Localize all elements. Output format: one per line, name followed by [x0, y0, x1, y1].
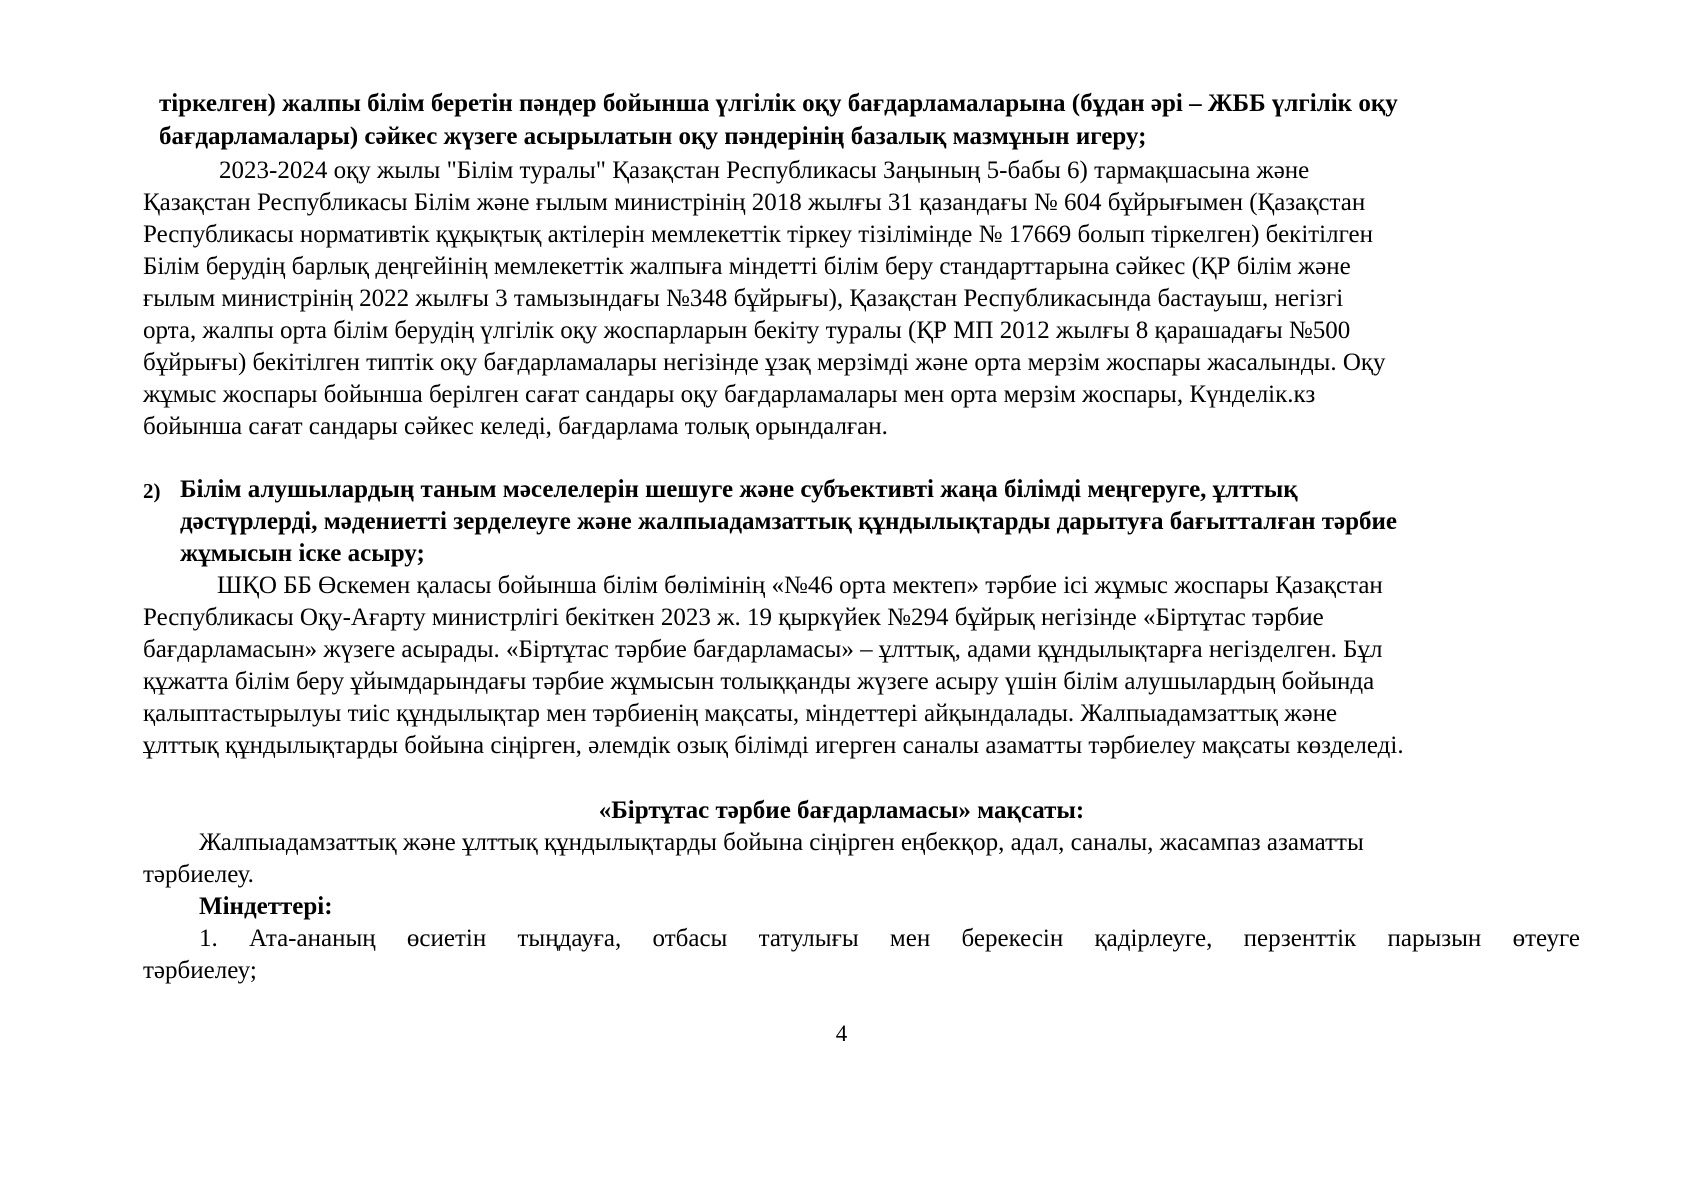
task-1-line-1: 1. Ата-ананың өсиетін тыңдауға, отбасы татулығы мен берекесін қадірлеуге, перзенттік парызын өтеуге — [199, 925, 1580, 952]
para2-line: бағдарламасын» жүзеге асырады. «Біртұтас тәрбие бағдарламасы» – ұлттық, адами құндылықтарға негізделген. Бұл — [143, 636, 1383, 663]
item2-line-3: жұмысын іске асыру; — [180, 540, 425, 567]
para1-line: жұмыс жоспары бойынша берілген сағат сандары оқу бағдарламалары мен орта мерзім жоспары, Күнделік.кз — [143, 381, 1316, 408]
item2-line-1: Білім алушылардың таным мәселелерін шешуге және субъективті жаңа білімді меңгеруге, ұлттық — [180, 476, 1298, 503]
para2-line: ұлттық құндылықтарды бойына сіңірген, әлемдік озық білімді игерген саналы азаматты тәрбиелеу мақсаты көзделеді. — [143, 732, 1404, 759]
para1-line: Қазақстан Республикасы Білім және ғылым министрінің 2018 жылғы 31 қазандағы № 604 бұйрығымен (Қазақстан — [143, 189, 1366, 216]
para1-line: бұйрығы) бекітілген типтік оқу бағдарламалары негізінде ұзақ мерзімді және орта мерзім жоспары жасалынды. Оқу — [143, 349, 1386, 376]
goal-line-2: тәрбиелеу. — [143, 861, 254, 888]
para1-line: Білім берудің барлық деңгейінің мемлекеттік жалпыға міндетті білім беру стандарттарына сәйкес (ҚР білім және — [143, 253, 1351, 280]
para2-line: ШҚО ББ Өскемен қаласы бойынша білім бөлімінің «№46 орта мектеп» тәрбие ісі жұмыс жоспары Қазақстан — [217, 572, 1383, 599]
task-1-line-2: тәрбиелеу; — [143, 957, 257, 984]
intro-line-2: бағдарламалары) сәйкес жүзеге асырылатын оқу пәндерінің базалық мазмұнын игеру; — [159, 123, 1147, 150]
para1-line: ғылым министрінің 2022 жылғы 3 тамызындағы №348 бұйрығы), Қазақстан Республикасында бастауыш, негізгі — [143, 285, 1344, 312]
para1-line: бойынша сағат сандары сәйкес келеді, бағдарлама толық орындалған. — [143, 413, 888, 440]
para1-line: орта, жалпы орта білім берудің үлгілік оқу жоспарларын бекіту туралы (ҚР МП 2012 жылғы 8 қарашадағы №500 — [143, 317, 1351, 344]
para2-line: қалыптастырылуы тиіс құндылықтар мен тәрбиенің мақсаты, міндеттері айқындалады. Жалпыадамзаттық және — [143, 700, 1338, 727]
para1-line: Республикасы нормативтік құқықтық актілерін мемлекеттік тіркеу тізілімінде № 17669 болып тіркелген) бекітілген — [143, 221, 1374, 248]
goal-line-1: Жалпыадамзаттық және ұлттық құндылықтарды бойына сіңірген еңбекқор, адал, саналы, жасампаз азаматты — [199, 829, 1364, 856]
intro-line-1: тіркелген) жалпы білім беретін пәндер бойынша үлгілік оқу бағдарламаларына (бұдан әрі – ЖББ үлгілік оқу — [159, 90, 1398, 117]
para1-line: 2023-2024 оқу жылы "Білім туралы" Қазақстан Республикасы Заңының 5-бабы 6) тармақшасына және — [219, 157, 1310, 184]
tasks-heading: Міндеттері: — [199, 893, 333, 920]
goal-heading: «Біртұтас тәрбие бағдарламасы» мақсаты: — [598, 797, 1085, 824]
para2-line: Республикасы Оқу-Ағарту министрлігі бекіткен 2023 ж. 19 қыркүйек №294 бұйрық негізінде «Біртұтас тәрбие — [143, 604, 1324, 631]
para2-line: құжатта білім беру ұйымдарындағы тәрбие жұмысын толыққанды жүзеге асыру үшін білім алушылардың бойында — [143, 668, 1375, 695]
item2-line-2: дәстүрлерді, мәдениетті зерделеуге және жалпыадамзаттық құндылықтарды дарытуға бағытталған тәрбие — [180, 508, 1398, 535]
item2-number: 2) — [143, 479, 161, 503]
page-number: 4 — [835, 1021, 848, 1046]
